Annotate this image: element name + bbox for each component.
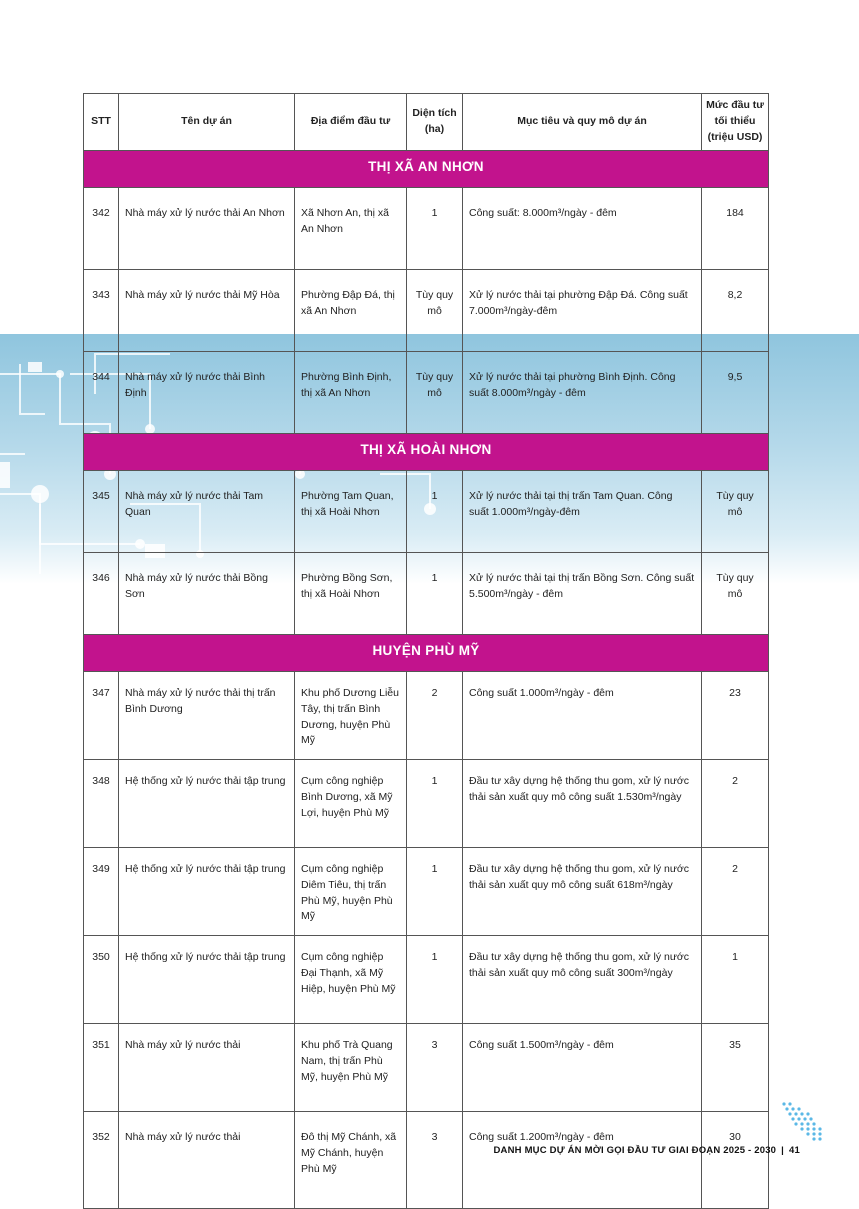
cell-stt: 348 <box>84 760 119 848</box>
cell-location: Phường Bình Định, thị xã An Nhơn <box>295 352 407 434</box>
page-number: 41 <box>789 1145 800 1156</box>
cell-invest: Tùy quy mô <box>702 471 769 553</box>
cell-location: Đô thị Mỹ Chánh, xã Mỹ Chánh, huyện Phù Mỹ <box>295 1112 407 1209</box>
cell-target: Công suất 1.000m³/ngày - đêm <box>463 672 702 760</box>
table-row <box>84 352 769 434</box>
cell-name: Nhà máy xử lý nước thải <box>119 1112 295 1209</box>
header-name: Tên dự án <box>119 94 295 151</box>
cell-target: Xử lý nước thải tại phường Đập Đá. Công suất 7.000m³/ngày-đêm <box>463 270 702 352</box>
cell-invest: 2 <box>702 848 769 936</box>
cell-stt: 350 <box>84 936 119 1024</box>
cell-target: Xử lý nước thải tại phường Bình Định. Công suất 8.000m³/ngày - đêm <box>463 352 702 434</box>
cell-location: Xã Nhơn An, thị xã An Nhơn <box>295 188 407 270</box>
cell-target: Đầu tư xây dựng hệ thống thu gom, xử lý nước thải sản xuất quy mô công suất 618m³/ngày <box>463 848 702 936</box>
cell-invest: 2 <box>702 760 769 848</box>
section-row-phu-my <box>84 635 769 672</box>
cell-name: Nhà máy xử lý nước thải Tam Quan <box>119 471 295 553</box>
header-stt: STT <box>84 94 119 151</box>
cell-target: Xử lý nước thải tại thị trấn Bồng Sơn. Công suất 5.500m³/ngày - đêm <box>463 553 702 635</box>
cell-invest: 23 <box>702 672 769 760</box>
cell-location: Khu phố Dương Liễu Tây, thị trấn Bình Dương, huyện Phù Mỹ <box>295 672 407 760</box>
section-row-hoai-nhon <box>84 434 769 471</box>
cell-target: Xử lý nước thải tại thị trấn Tam Quan. Công suất 1.000m³/ngày-đêm <box>463 471 702 553</box>
cell-name: Hệ thống xử lý nước thải tập trung <box>119 936 295 1024</box>
cell-area: Tùy quy mô <box>407 270 463 352</box>
cell-target: Công suất 1.200m³/ngày - đêm <box>463 1112 702 1209</box>
cell-location: Phường Đập Đá, thị xã An Nhơn <box>295 270 407 352</box>
cell-name: Nhà máy xử lý nước thải Bồng Sơn <box>119 553 295 635</box>
cell-invest: 9,5 <box>702 352 769 434</box>
header-invest: Mức đầu tư tối thiểu (triệu USD) <box>702 94 769 151</box>
section-title: HUYỆN PHÙ MỸ <box>84 635 769 672</box>
table-row <box>84 553 769 635</box>
cell-invest: Tùy quy mô <box>702 553 769 635</box>
header-area: Diện tích (ha) <box>407 94 463 151</box>
cell-area: 1 <box>407 936 463 1024</box>
section-title: THỊ XÃ HOÀI NHƠN <box>84 434 769 471</box>
cell-stt: 346 <box>84 553 119 635</box>
cell-target: Công suất: 8.000m³/ngày - đêm <box>463 188 702 270</box>
cell-location: Phường Tam Quan, thị xã Hoài Nhơn <box>295 471 407 553</box>
cell-location: Cụm công nghiệp Đại Thạnh, xã Mỹ Hiệp, huyện Phù Mỹ <box>295 936 407 1024</box>
cell-location: Phường Bồng Sơn, thị xã Hoài Nhơn <box>295 553 407 635</box>
cell-invest: 184 <box>702 188 769 270</box>
cell-area: 1 <box>407 553 463 635</box>
section-title: THỊ XÃ AN NHƠN <box>84 151 769 188</box>
cell-area: 1 <box>407 471 463 553</box>
table-row <box>84 936 769 1024</box>
table-row <box>84 760 769 848</box>
table-row <box>84 270 769 352</box>
cell-area: 3 <box>407 1024 463 1112</box>
cell-stt: 345 <box>84 471 119 553</box>
table-row <box>84 672 769 760</box>
cell-name: Nhà máy xử lý nước thải Bình Định <box>119 352 295 434</box>
cell-area: 1 <box>407 848 463 936</box>
cell-stt: 349 <box>84 848 119 936</box>
section-row-an-nhon <box>84 151 769 188</box>
cell-target: Đầu tư xây dựng hệ thống thu gom, xử lý nước thải sản xuất quy mô công suất 300m³/ngày <box>463 936 702 1024</box>
cell-area: 1 <box>407 760 463 848</box>
cell-name: Nhà máy xử lý nước thải An Nhơn <box>119 188 295 270</box>
cell-area: Tùy quy mô <box>407 352 463 434</box>
cell-stt: 343 <box>84 270 119 352</box>
cell-name: Hệ thống xử lý nước thải tập trung <box>119 760 295 848</box>
table-row <box>84 471 769 553</box>
cell-area: 3 <box>407 1112 463 1209</box>
page-footer <box>493 1145 800 1156</box>
cell-location: Khu phố Trà Quang Nam, thị trấn Phù Mỹ, huyện Phù Mỹ <box>295 1024 407 1112</box>
cell-location: Cụm công nghiệp Bình Dương, xã Mỹ Lợi, huyện Phù Mỹ <box>295 760 407 848</box>
cell-name: Nhà máy xử lý nước thải thị trấn Bình Dương <box>119 672 295 760</box>
cell-invest: 1 <box>702 936 769 1024</box>
cell-target: Công suất 1.500m³/ngày - đêm <box>463 1024 702 1112</box>
cell-stt: 351 <box>84 1024 119 1112</box>
cell-area: 1 <box>407 188 463 270</box>
cell-name: Nhà máy xử lý nước thải Mỹ Hòa <box>119 270 295 352</box>
cell-stt: 347 <box>84 672 119 760</box>
cell-name: Nhà máy xử lý nước thải <box>119 1024 295 1112</box>
dot-pattern-decoration <box>778 1100 826 1144</box>
table-row <box>84 1024 769 1112</box>
cell-invest: 30 <box>702 1112 769 1209</box>
cell-name: Hệ thống xử lý nước thải tập trung <box>119 848 295 936</box>
cell-area: 2 <box>407 672 463 760</box>
table-row <box>84 1112 769 1209</box>
cell-location: Cụm công nghiệp Diêm Tiêu, thị trấn Phù Mỹ, huyện Phù Mỹ <box>295 848 407 936</box>
table-row <box>84 848 769 936</box>
cell-invest: 35 <box>702 1024 769 1112</box>
header-target: Mục tiêu và quy mô dự án <box>463 94 702 151</box>
footer-title: DANH MỤC DỰ ÁN MỜI GỌI ĐẦU TƯ GIAI ĐOẠN 2025 - 2030 <box>493 1145 777 1156</box>
cell-target: Đầu tư xây dựng hệ thống thu gom, xử lý nước thải sản xuất quy mô công suất 1.530m³/ngày <box>463 760 702 848</box>
cell-stt: 352 <box>84 1112 119 1209</box>
header-location: Địa điểm đầu tư <box>295 94 407 151</box>
cell-stt: 344 <box>84 352 119 434</box>
projects-table <box>83 93 769 1209</box>
footer-separator: | <box>781 1145 785 1156</box>
table-header-row <box>84 94 769 151</box>
cell-invest: 8,2 <box>702 270 769 352</box>
table-row <box>84 188 769 270</box>
cell-stt: 342 <box>84 188 119 270</box>
